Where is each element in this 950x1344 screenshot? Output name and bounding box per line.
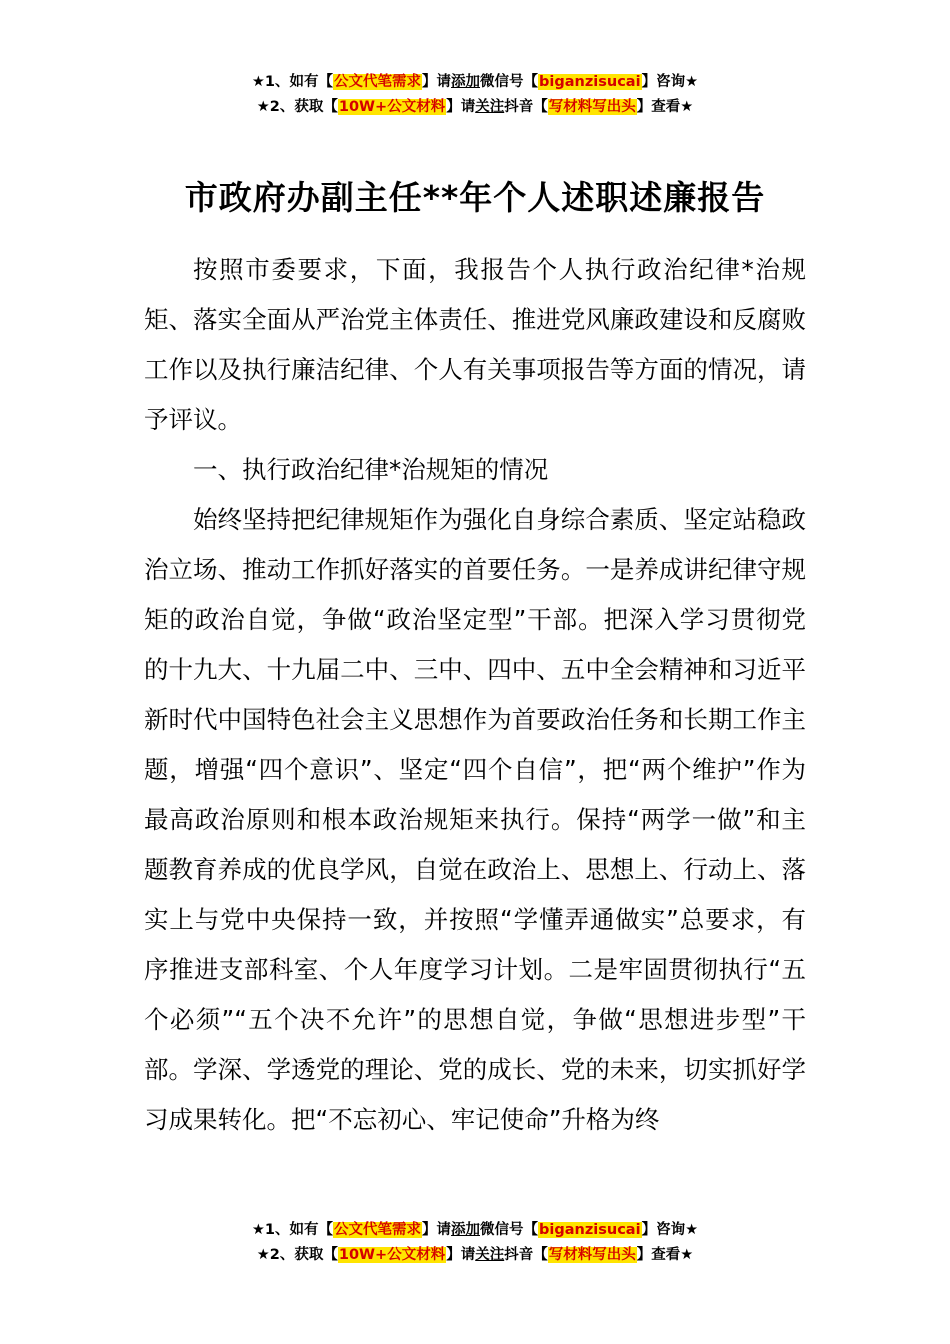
section-heading-1: 一、执行政治纪律*治规矩的情况 <box>193 455 549 484</box>
paragraph-body: 始终坚持把纪律规矩作为强化自身综合素质、坚定站稳政治立场、推动工作抓好落实的首要任务。一是养成讲纪律守规矩的政治自觉，争做“政治坚定型”干部。把深入学习贯彻党的十九大、十九届二中、三中、四中、五中全会精神和习近平新时代中国特色社会主义思想作为首要政治任务和长期工作主题，增强“四个意识”、坚定“四个自信”，把“两个维护”作为最高政治原则和根本政治规矩来执行。保持“两学一做”和主题教育养成的优良学风，自觉在政治上、思想上、行动上、落实上与党中央保持一致，并按照“学懂弄通做实”总要求，有序推进支部科室、个人年度学习计划。二是牢固贯彻执行“五个必须”“五个决不允许”的思想自觉，争做“思想进步型”干部。学深、学透党的理论、党的成长、党的未来，切实抓好学习成果转化。把“不忘初心、牢记使命”升格为终 <box>144 505 806 1134</box>
highlight-materials: 10W+公文材料 <box>338 1247 446 1263</box>
banner-line-2: ★2、获取【10W+公文材料】请关注抖音【写材料写出头】查看★ <box>256 1247 694 1263</box>
paragraph-intro: 按照市委要求，下面，我报告个人执行政治纪律*治规矩、落实全面从严治党主体责任、推进党风廉政建设和反腐败工作以及执行廉洁纪律、个人有关事项报告等方面的情况，请予评议。 <box>144 255 806 434</box>
highlight-materials: 10W+公文材料 <box>338 99 446 115</box>
document-body <box>144 245 806 1145</box>
highlight-douyin: 写材料写出头 <box>548 1247 636 1263</box>
highlight-douyin: 写材料写出头 <box>548 99 636 115</box>
document-title: 市政府办副主任**年个人述职述廉报告 <box>184 178 766 217</box>
banner-line-1: ★1、如有【公文代笔需求】请添加微信号【biganzisucai】咨询★ <box>251 1222 699 1238</box>
banner-line-1: ★1、如有【公文代笔需求】请添加微信号【biganzisucai】咨询★ <box>251 74 699 90</box>
banner-line-2: ★2、获取【10W+公文材料】请关注抖音【写材料写出头】查看★ <box>256 99 694 115</box>
highlight-service: 公文代笔需求 <box>334 74 422 90</box>
footer-banner <box>0 1218 950 1268</box>
highlight-service: 公文代笔需求 <box>334 1222 422 1238</box>
highlight-wechat-id: biganzisucai <box>539 1222 641 1238</box>
header-banner <box>0 70 950 120</box>
highlight-wechat-id: biganzisucai <box>539 74 641 90</box>
